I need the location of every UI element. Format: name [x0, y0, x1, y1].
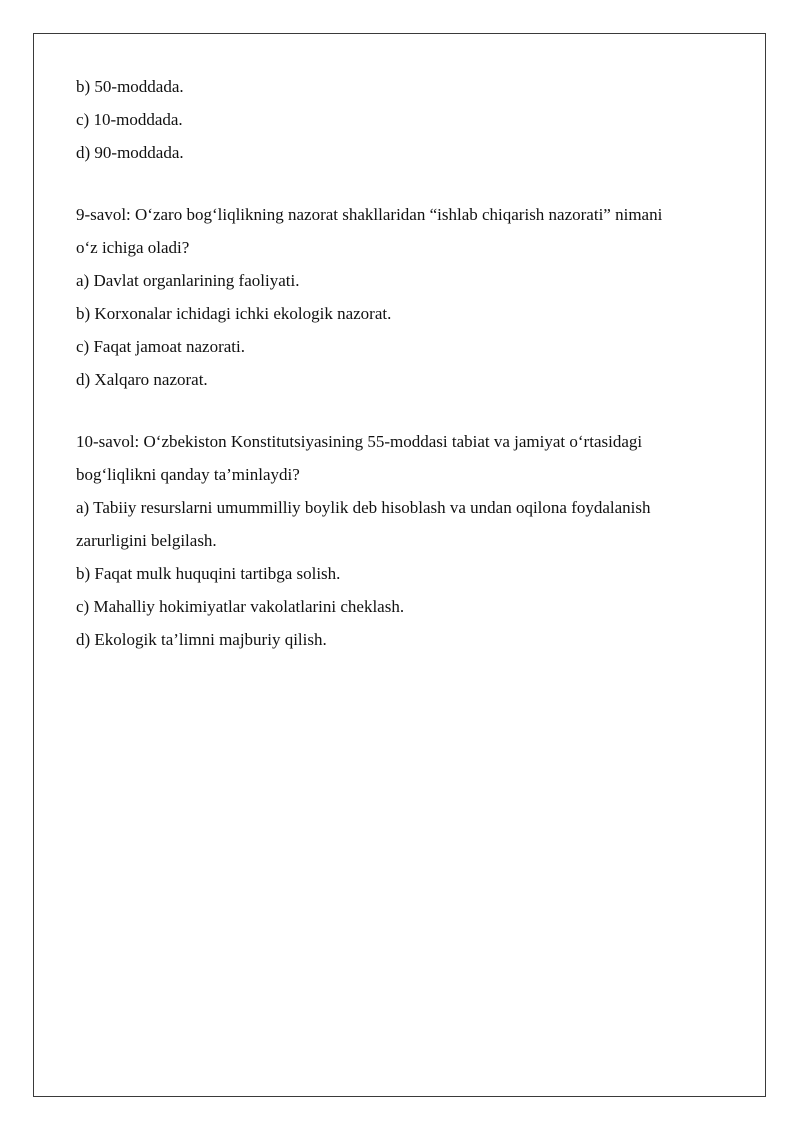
- spacer: [76, 169, 736, 198]
- answer-option-a: a) Tabiiy resurslarni umummilliy boylik deb hisoblash va undan oqilona foydalanish: [76, 498, 651, 517]
- answer-option-b: b) 50-moddada.: [76, 77, 184, 96]
- answer-option-a-continued: zarurligini belgilash.: [76, 531, 217, 550]
- question-text-continued: bog‘liqlikni qanday ta’minlaydi?: [76, 465, 300, 484]
- answer-option-b: b) Faqat mulk huquqini tartibga solish.: [76, 564, 341, 583]
- answer-option-d: d) Xalqaro nazorat.: [76, 370, 208, 389]
- question-9: [76, 198, 736, 396]
- question-text-continued: o‘z ichiga oladi?: [76, 238, 190, 257]
- document-body: [76, 70, 736, 656]
- answer-option-d: d) Ekologik ta’limni majburiy qilish.: [76, 630, 327, 649]
- answer-option-c: c) 10-moddada.: [76, 110, 183, 129]
- answer-option-b: b) Korxonalar ichidagi ichki ekologik nazorat.: [76, 304, 392, 323]
- spacer: [76, 396, 736, 425]
- answer-option-a: a) Davlat organlarining faoliyati.: [76, 271, 300, 290]
- question-text: 10-savol: O‘zbekiston Konstitutsiyasining 55-moddasi tabiat va jamiyat o‘rtasidagi: [76, 432, 643, 451]
- previous-question-options: [76, 70, 736, 169]
- answer-option-d: d) 90-moddada.: [76, 143, 184, 162]
- answer-option-c: c) Mahalliy hokimiyatlar vakolatlarini cheklash.: [76, 597, 405, 616]
- answer-option-c: c) Faqat jamoat nazorati.: [76, 337, 245, 356]
- question-text: 9-savol: O‘zaro bog‘liqlikning nazorat shakllaridan “ishlab chiqarish nazorati” nimani: [76, 205, 663, 224]
- question-10: [76, 425, 736, 656]
